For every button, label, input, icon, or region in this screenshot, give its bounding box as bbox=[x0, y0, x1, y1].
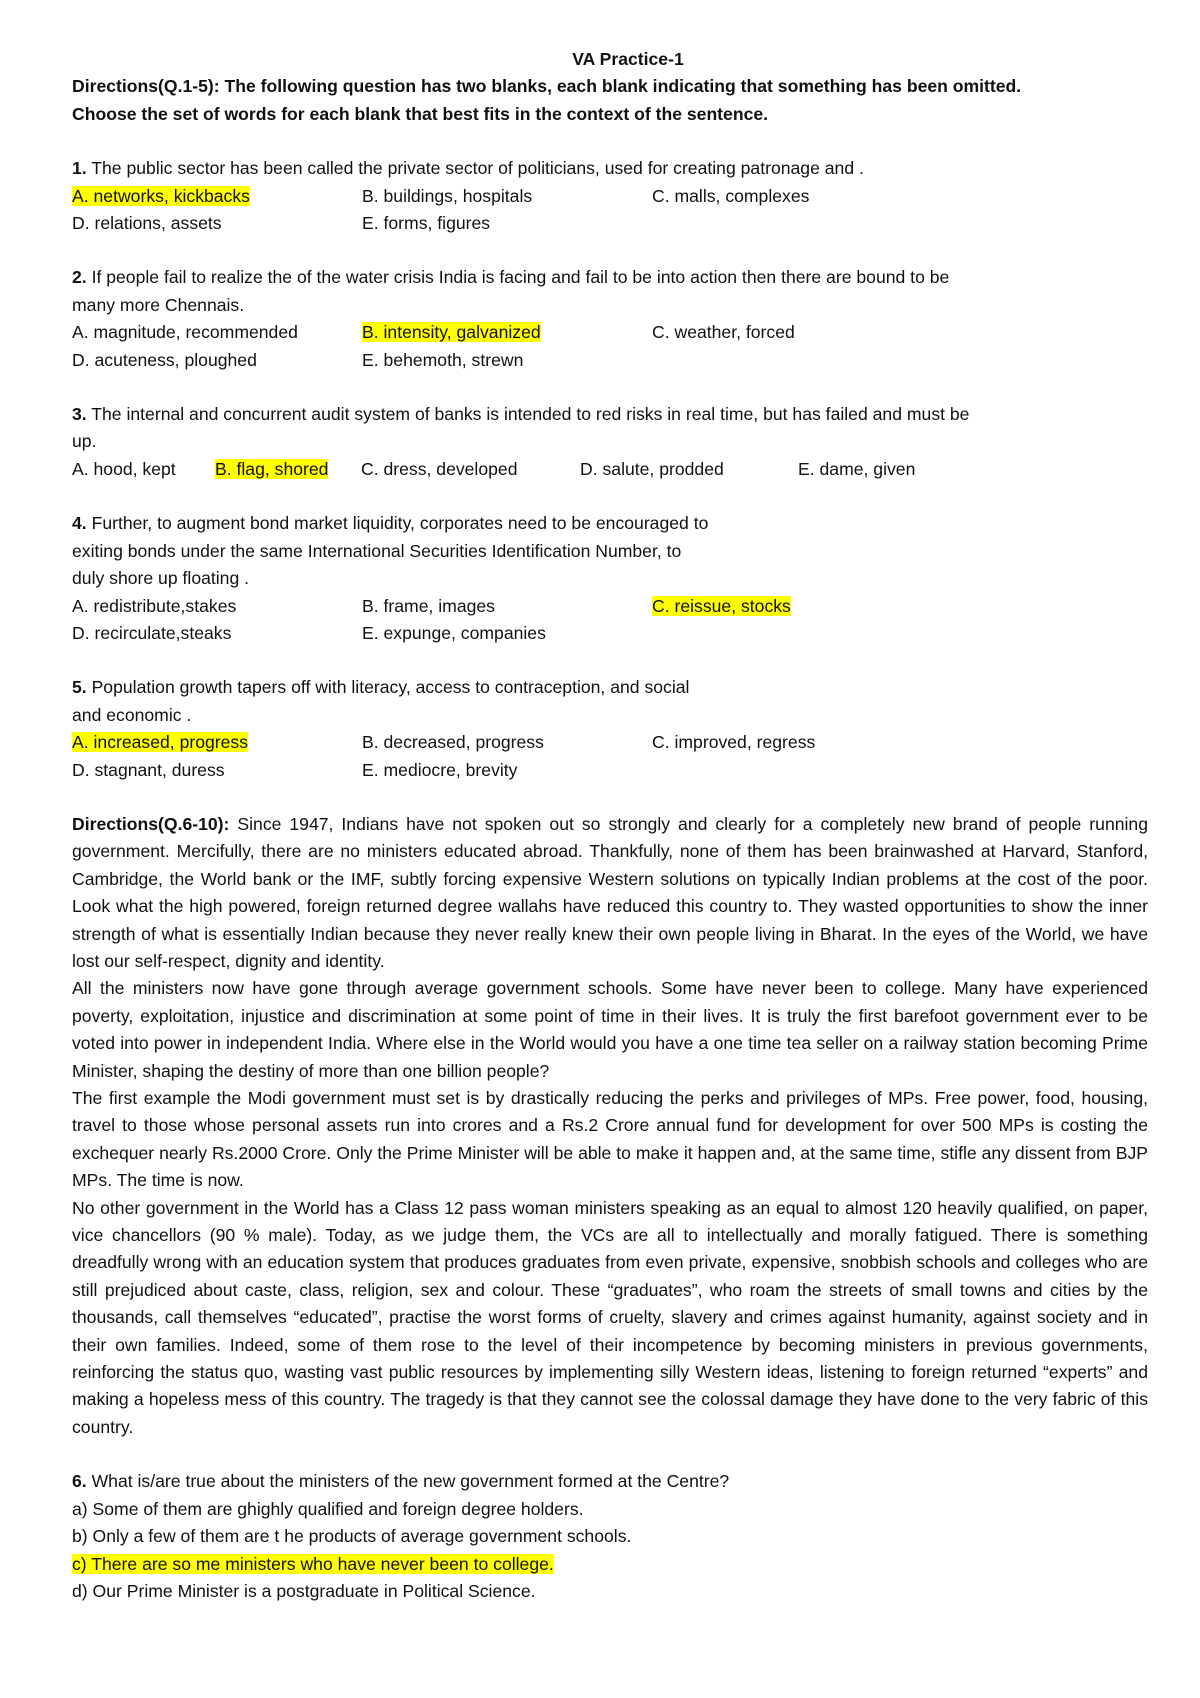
options-grid bbox=[72, 593, 1148, 648]
question-number: 5. bbox=[72, 677, 87, 698]
question-1 bbox=[72, 155, 1148, 237]
option-d: D. recirculate,steaks bbox=[72, 622, 232, 643]
option-d: D. acuteness, ploughed bbox=[72, 349, 257, 370]
question-6 bbox=[72, 1468, 1148, 1605]
option-b-correct: B. flag, shored bbox=[215, 458, 329, 479]
question-text-2: and economic . bbox=[72, 704, 192, 725]
question-text: If people fail to realize the of the water crisis India is facing and fail to be into action then there are bound to be bbox=[86, 267, 950, 288]
passage-paragraph-4: No other government in the World has a Class 12 pass woman ministers speaking as an equal to almost 120 heavily qualified, on paper, vice chancellors (90 % male). Today, as we judge them, the VCs are all to intellectually and morally fatigued. There is something dreadfully wrong with an education system that produces graduates from even private, expensive, snobbish schools and colleges who are still prejudiced about caste, class, religion, sex and colour. These “graduates”, who roam the streets of small towns and cities by the thousands, call themselves “educated”, practise the worst forms of cruelty, slavery and crimes against humanity, against society and in their own families. Indeed, some of them rose to the level of their incompetence by becoming ministers in previous governments, reinforcing the status quo, wasting vast public resources by implementing silly Western ideas, listening to foreign returned “experts” and making a hopeless mess of this country. The tragedy is that they cannot see the colossal damage they have done to the very fabric of this country. bbox=[72, 1197, 1148, 1437]
option-e: E. mediocre, brevity bbox=[362, 759, 518, 780]
question-text-3: duly shore up floating . bbox=[72, 568, 250, 589]
option-a: A. redistribute,stakes bbox=[72, 595, 237, 616]
option-e: E. expunge, companies bbox=[362, 622, 546, 643]
question-number: 1. bbox=[72, 158, 87, 179]
option-a: A. magnitude, recommended bbox=[72, 322, 298, 343]
option-a-correct: A. increased, progress bbox=[72, 732, 249, 753]
option-b: B. buildings, hospitals bbox=[362, 185, 533, 206]
page-title: VA Practice-1 bbox=[572, 49, 684, 69]
option-a: a) Some of them are ghighly qualified and foreign degree holders. bbox=[72, 1498, 584, 1519]
option-e: E. dame, given bbox=[798, 458, 916, 479]
option-c-correct: C. reissue, stocks bbox=[652, 595, 791, 616]
directions-q1-5 bbox=[72, 73, 1148, 128]
option-c-correct: c) There are so me ministers who have never been to college. bbox=[72, 1553, 554, 1574]
option-e: E. forms, figures bbox=[362, 213, 491, 234]
directions-label: Directions(Q.6-10): bbox=[72, 813, 230, 834]
question-number: 2. bbox=[72, 267, 87, 288]
options-row bbox=[72, 456, 1148, 483]
option-c: C. dress, developed bbox=[361, 458, 518, 479]
options-grid bbox=[72, 319, 1148, 374]
option-d: D. relations, assets bbox=[72, 213, 222, 234]
directions-text: The following question has two blanks, each blank indicating that something has been omitted. bbox=[219, 76, 1022, 97]
question-text-2: up. bbox=[72, 431, 97, 452]
directions-label: Directions(Q.1-5): bbox=[72, 76, 220, 97]
option-a: A. hood, kept bbox=[72, 458, 176, 479]
option-b-correct: B. intensity, galvanized bbox=[362, 322, 541, 343]
question-3 bbox=[72, 401, 1148, 483]
question-text: The public sector has been called the private sector of politicians, used for creating patronage and . bbox=[86, 158, 864, 179]
question-text: The internal and concurrent audit system of banks is intended to red risks in real time, but has failed and must be bbox=[86, 404, 970, 425]
option-c: C. malls, complexes bbox=[652, 185, 810, 206]
directions-text-2: Choose the set of words for each blank that best fits in the context of the sentence. bbox=[72, 103, 769, 124]
question-text-2: many more Chennais. bbox=[72, 294, 245, 315]
passage-paragraph-3: The first example the Modi government must set is by drastically reducing the perks and privileges of MPs. Free power, food, housing, travel to those whose personal assets run into crores and a Rs.2 Crore annual fund for development for over 500 MPs is costing the exchequer nearly Rs.2000 Crore. Only the Prime Minister will be able to make it happen and, at the same time, stifle any dissent from BJP MPs. The time is now. bbox=[72, 1088, 1148, 1191]
option-c: C. weather, forced bbox=[652, 322, 795, 343]
passage-text: Since 1947, Indians have not spoken out so strongly and clearly for a completely new brand of people running government. Mercifully, there are no ministers educated abroad. Thankfully, none of them has been brainwashed at Harvard, Stanford, Cambridge, the World bank or the IMF, subtly forcing expensive Western solutions on typically Indian problems at the cost of the poor. Look what the high powered, foreign returned degree wallahs have reduced this country to. They wasted opportunities to show the inner strength of what is essentially Indian because they never really knew their own people living in Bharat. In the eyes of the World, we have lost our self-respect, dignity and identity. bbox=[72, 813, 1148, 971]
passage bbox=[72, 811, 1148, 1441]
question-number: 4. bbox=[72, 513, 87, 534]
options-grid bbox=[72, 183, 1148, 238]
option-d: d) Our Prime Minister is a postgraduate in Political Science. bbox=[72, 1580, 536, 1601]
passage-paragraph-2: All the ministers now have gone through average government schools. Some have never been to college. Many have experienced poverty, exploitation, injustice and discrimination at some point of time in their lives. It is truly the first barefoot government ever to be voted into power in independent India. Where else in the World would you have a one time tea seller on a railway station becoming Prime Minister, shaping the destiny of more than one billion people? bbox=[72, 978, 1148, 1081]
question-text-2: exiting bonds under the same International Securities Identification Number, to bbox=[72, 540, 682, 561]
option-b: b) Only a few of them are t he products of average government schools. bbox=[72, 1526, 632, 1547]
question-2 bbox=[72, 264, 1148, 374]
option-c: C. improved, regress bbox=[652, 732, 816, 753]
question-5 bbox=[72, 674, 1148, 784]
question-4 bbox=[72, 510, 1148, 647]
question-text: Further, to augment bond market liquidity, corporates need to be encouraged to bbox=[86, 513, 709, 534]
question-number: 3. bbox=[72, 404, 87, 425]
option-d: D. salute, prodded bbox=[580, 458, 724, 479]
options-grid bbox=[72, 729, 1148, 784]
passage-paragraph-1 bbox=[72, 811, 1148, 975]
option-b: B. frame, images bbox=[362, 595, 495, 616]
question-number: 6. bbox=[72, 1471, 87, 1492]
question-text: What is/are true about the ministers of the new government formed at the Centre? bbox=[86, 1471, 730, 1492]
option-e: E. behemoth, strewn bbox=[362, 349, 524, 370]
option-b: B. decreased, progress bbox=[362, 732, 544, 753]
option-a-correct: A. networks, kickbacks bbox=[72, 185, 250, 206]
question-text: Population growth tapers off with literacy, access to contraception, and social bbox=[86, 677, 690, 698]
option-d: D. stagnant, duress bbox=[72, 759, 225, 780]
